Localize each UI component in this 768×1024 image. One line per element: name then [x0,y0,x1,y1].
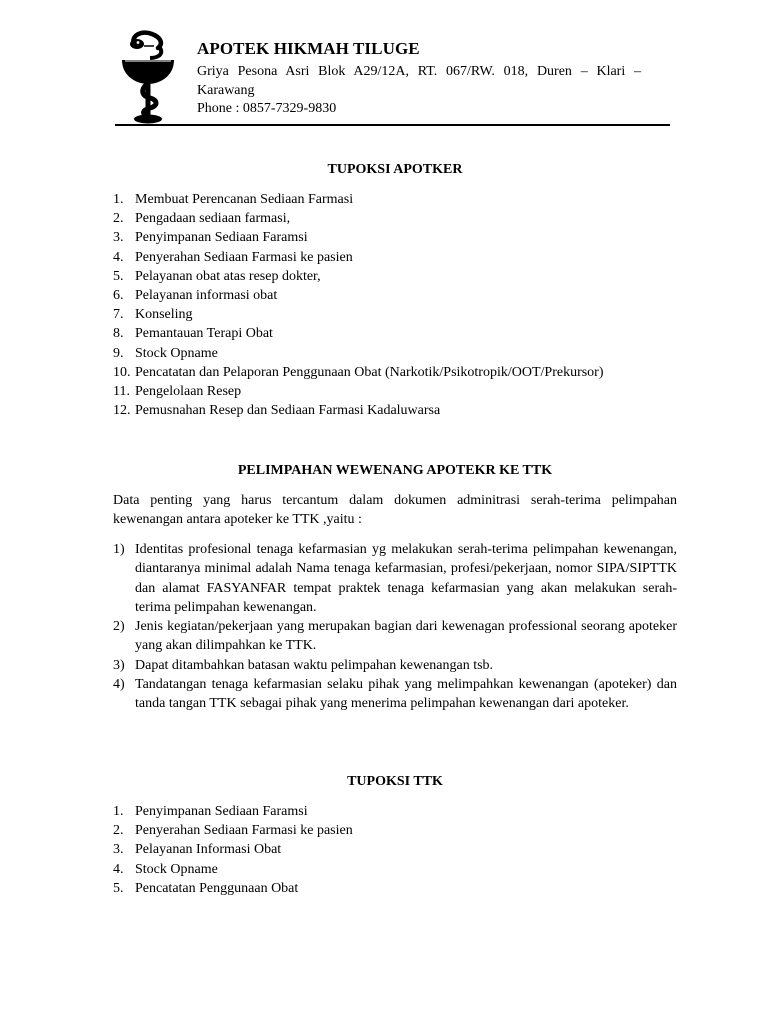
pharmacy-name: APOTEK HIKMAH TILUGE [197,39,420,58]
list-item-number: 5. [113,880,124,896]
section-title-tupoksi-ttk: TUPOKSI TTK [347,774,443,789]
list-item-number: 4) [113,677,125,693]
list-item-number: 7. [113,307,124,323]
list-item [113,840,353,859]
list-item [113,540,677,617]
list-item-text: Pelayanan obat atas resep dokter, [135,268,321,284]
list-item [113,209,604,228]
list-item-number: 5. [113,268,124,284]
pharmacy-logo-icon [120,30,176,124]
list-item [113,675,677,714]
list-item [113,802,353,821]
list-item-text: Penyerahan Sediaan Farmasi ke pasien [135,249,353,265]
list-item [113,363,604,382]
list-item [113,190,604,209]
list-item [113,324,604,343]
list-item-number: 3) [113,657,125,673]
list-item-text: Identitas profesional tenaga kefarmasian yg melakukan serah-terima pelimpahan kewenangan, diantaranya minimal adalah Nama tenaga kefarmasian, profesi/pekerjaan, nomor SIPA/SIPTTK dan alamat FASYANFAR tempat praktek tenaga kefarmasian yang akan melakukan serah-terima pelimpahan kewenangan. [135,542,677,615]
list-item-text: Penyerahan Sediaan Farmasi ke pasien [135,823,353,839]
pharmacy-address: Griya Pesona Asri Blok A29/12A, RT. 067/RW. 018, Duren – Klari – Karawang [197,64,641,98]
list-item-text: Pengadaan sediaan farmasi, [135,211,291,227]
list-item-number: 1) [113,542,125,557]
list-item [113,656,677,675]
list-item [113,879,353,898]
list-item-text: Pemantauan Terapi Obat [135,326,273,342]
letterhead-divider [115,124,670,126]
list-item [113,382,604,401]
tupoksi-ttk-list [113,802,353,898]
list-item-number: 6. [113,287,124,303]
list-item-number: 3. [113,842,124,858]
list-item-text: Pelayanan Informasi Obat [135,842,282,858]
list-item-text: Jenis kegiatan/pekerjaan yang merupakan bagian dari kewenagan professional seorang apoteker yang akan dilimpahkan ke TTK. [135,619,677,654]
list-item [113,860,353,879]
pharmacy-phone: Phone : 0857-7329-9830 [197,101,337,116]
list-item-text: Pelayanan informasi obat [135,287,278,303]
list-item-number: 4. [113,249,124,265]
list-item-number: 4. [113,861,124,877]
list-item-number: 12. [113,403,131,419]
list-item-text: Pengelolaan Resep [135,383,242,399]
list-item-text: Stock Opname [135,861,218,877]
list-item-number: 11. [113,383,130,399]
list-item [113,248,604,267]
section-title-pelimpahan-wewenang: PELIMPAHAN WEWENANG APOTEKR KE TTK [237,463,553,478]
list-item-number: 2. [113,823,124,839]
list-item-text: Pencatatan Penggunaan Obat [135,880,299,896]
list-item [113,401,604,420]
list-item [113,344,604,363]
list-item-text: Dapat ditambahkan batasan waktu pelimpahan kewenangan tsb. [135,657,494,673]
list-item [113,286,604,305]
list-item [113,228,604,247]
list-item-text: Penyimpanan Sediaan Faramsi [135,804,308,819]
list-item-text: Penyimpanan Sediaan Faramsi [135,230,308,246]
pelimpahan-intro-paragraph: Data penting yang harus tercantum dalam dokumen adminitrasi serah-terima pelimpahan kewenangan antara apoteker ke TTK ,yaitu : [113,493,677,527]
list-item-number: 3. [113,230,124,246]
list-item-number: 2. [113,211,124,227]
list-item-number: 1. [113,192,124,207]
pelimpahan-requirements-list [113,540,677,714]
list-item-text: Pemusnahan Resep dan Sediaan Farmasi Kadaluwarsa [135,403,441,419]
list-item [113,305,604,324]
list-item-number: 10. [113,364,131,380]
list-item-text: Membuat Perencanan Sediaan Farmasi [135,192,354,207]
list-item [113,617,677,656]
list-item [113,267,604,286]
list-item-number: 1. [113,804,124,819]
tupoksi-apoteker-list [113,190,604,420]
list-item-text: Konseling [135,307,193,323]
list-item-text: Tandatangan tenaga kefarmasian selaku pihak yang melimpahkan kewenangan (apoteker) dan tanda tangan TTK sebagai pihak yang menerima pelimpahan kewenangan dari apoteker. [135,677,677,712]
section-title-tupoksi-apoteker: TUPOKSI APOTKER [327,162,463,177]
list-item-number: 8. [113,326,124,342]
list-item [113,821,353,840]
list-item-text: Pencatatan dan Pelaporan Penggunaan Obat (Narkotik/Psikotropik/OOT/Prekursor) [135,364,604,380]
list-item-text: Stock Opname [135,345,218,361]
list-item-number: 2) [113,619,125,635]
list-item-number: 9. [113,345,124,361]
